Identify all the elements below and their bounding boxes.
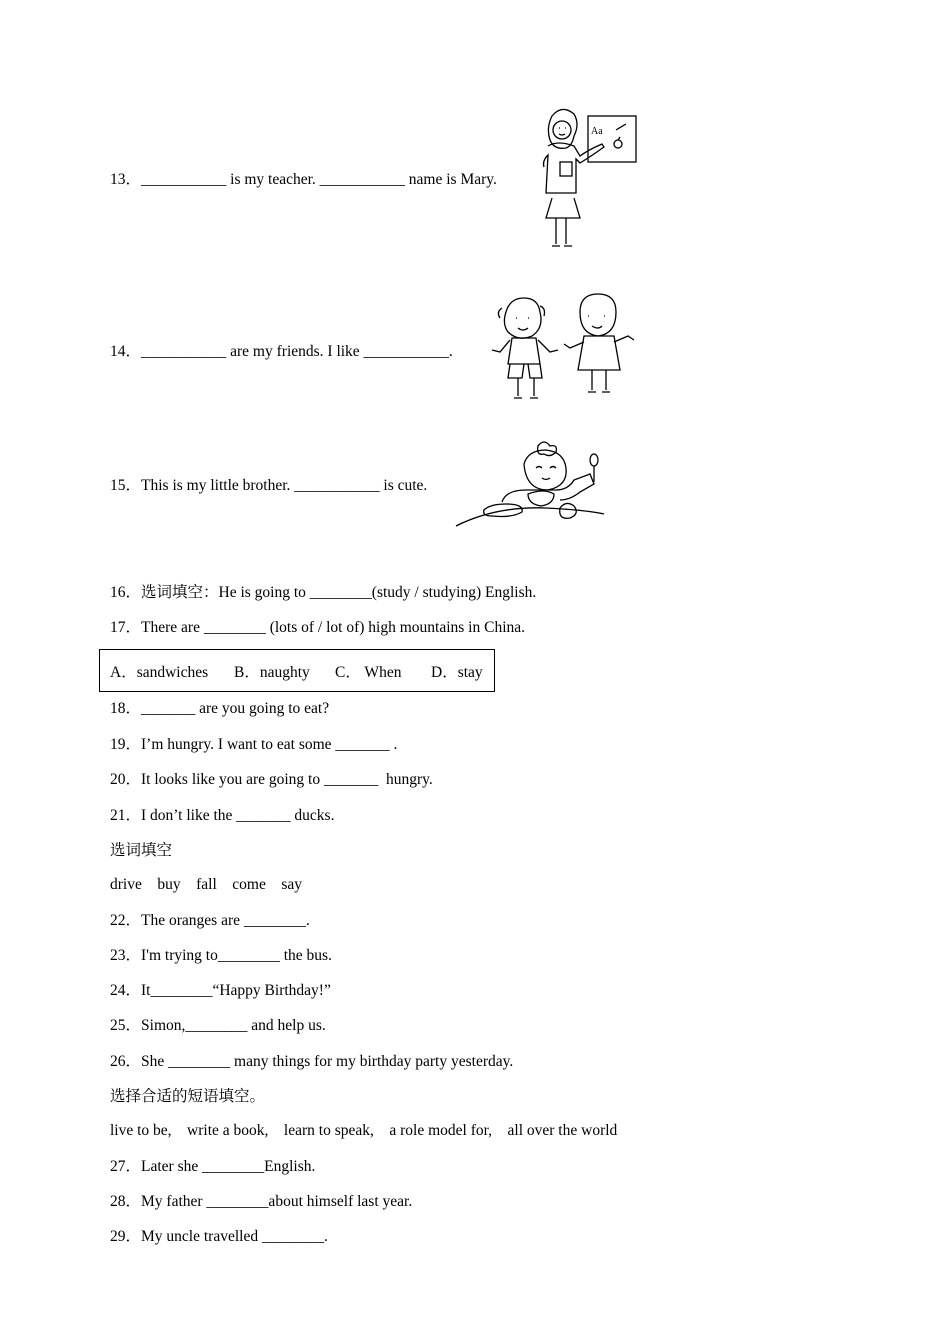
option-a: A．sandwiches [110, 664, 209, 681]
question-13 [110, 170, 497, 190]
question-text: There are ________ (lots of / lot of) high mountains in China. [141, 619, 526, 636]
baby-head [524, 450, 566, 490]
question-29 [110, 1227, 328, 1247]
baby-illustration [454, 436, 608, 528]
question-number: 24． [110, 982, 142, 999]
question-text: 选词填空：He is going to ________(study / studying) English. [141, 584, 537, 601]
section-title: 选词填空 [110, 842, 173, 859]
question-number: 15． [110, 477, 142, 494]
question-text: The oranges are ________. [141, 912, 310, 929]
question-text: She ________ many things for my birthday party yesterday. [141, 1053, 514, 1070]
girl-head [580, 294, 616, 336]
bowl [528, 491, 554, 506]
bow [538, 442, 557, 456]
question-number: 21． [110, 807, 142, 824]
question-23 [110, 946, 332, 966]
question-number: 23． [110, 947, 142, 964]
word-bank: drive buy fall come say [110, 876, 302, 893]
boy-head [504, 298, 541, 338]
question-number: 13． [110, 171, 142, 188]
question-text: _______ are you going to eat? [141, 700, 330, 717]
section-title: 选择合适的短语填空。 [110, 1088, 266, 1105]
question-text: Later she ________English. [141, 1158, 316, 1175]
question-20 [110, 770, 433, 790]
skirt [546, 198, 580, 218]
question-text: My father ________about himself last year. [141, 1193, 413, 1210]
question-number: 22． [110, 912, 142, 929]
question-17 [110, 618, 525, 638]
option-b: B．naughty [234, 664, 310, 681]
question-18 [110, 699, 329, 719]
girl-dress [578, 336, 620, 370]
question-number: 27． [110, 1158, 142, 1175]
table-edge [456, 508, 604, 526]
phrase-bank: live to be, write a book, learn to speak, a role model for, all over the world [110, 1122, 618, 1139]
question-text: My uncle travelled ________. [141, 1228, 328, 1245]
question-number: 20． [110, 771, 142, 788]
fruit [560, 503, 577, 518]
question-number: 26． [110, 1053, 142, 1070]
blackboard [588, 116, 636, 162]
question-text: It looks like you are going to _______ hungry. [141, 771, 433, 788]
question-25 [110, 1016, 326, 1036]
question-number: 16． [110, 584, 142, 601]
question-24 [110, 981, 331, 1001]
question-14 [110, 342, 453, 362]
question-26 [110, 1052, 513, 1072]
boy-arms [492, 340, 558, 352]
svg-text:Aa: Aa [591, 126, 603, 137]
question-16 [110, 583, 536, 603]
question-number: 18． [110, 700, 142, 717]
teacher-illustration [538, 106, 640, 256]
face [553, 121, 571, 139]
option-d: D．stay [431, 664, 483, 681]
question-19 [110, 735, 397, 755]
question-number: 29． [110, 1228, 142, 1245]
question-number: 19． [110, 736, 142, 753]
question-22 [110, 911, 310, 931]
question-15 [110, 476, 427, 496]
question-text: It________“Happy Birthday!” [141, 982, 331, 999]
legs [552, 218, 572, 246]
friends-illustration [488, 290, 648, 412]
question-text: ___________ are my friends. I like ___________. [141, 343, 453, 360]
question-text: ___________ is my teacher. ___________ name is Mary. [141, 171, 497, 188]
girl-arms [564, 336, 634, 348]
baby-body [502, 474, 594, 502]
question-text: I don’t like the _______ ducks. [141, 807, 335, 824]
boy-shirt [508, 338, 540, 364]
option-c: C． When [335, 664, 402, 681]
question-number: 17． [110, 619, 142, 636]
question-21 [110, 806, 334, 826]
question-number: 28． [110, 1193, 142, 1210]
question-text: This is my little brother. ___________ is cute. [141, 477, 428, 494]
body [544, 143, 605, 193]
question-28 [110, 1192, 412, 1212]
question-text: Simon,________ and help us. [141, 1017, 326, 1034]
question-27 [110, 1157, 315, 1177]
question-text: I'm trying to________ the bus. [141, 947, 332, 964]
question-text: I’m hungry. I want to eat some _______ . [141, 736, 398, 753]
question-number: 25． [110, 1017, 142, 1034]
question-number: 14． [110, 343, 142, 360]
spoon [590, 454, 598, 466]
word-options-box [99, 649, 495, 692]
